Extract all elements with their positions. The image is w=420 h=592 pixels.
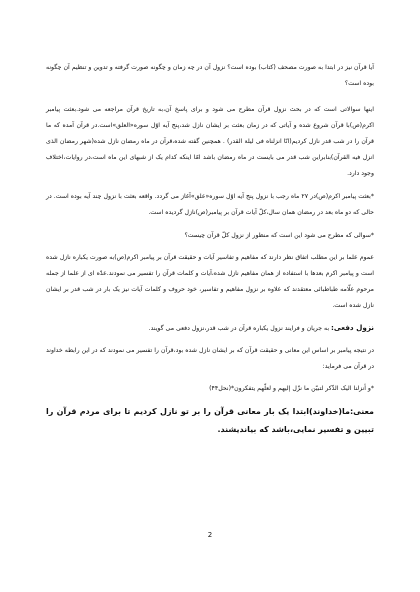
paragraph-prophet-interpretation: در نتیجه پیامبر بر اساس این معانی و حقیقت قرآن که بر ایشان نازل شده بود،قرآن را تفسیر می نمودند که در این رابطه خداوند در قرآن می فرماید: (46, 347, 374, 370)
paragraph-scholars-consensus: عموم علما بر این مطلب اتفاق نظر دارند که مفاهیم و تفاسیر آیات و حقیقت قرآن بر پیامبر اکرم(ص)به صورت یکباره نازل شده است و پیامبر اکرم بعدها با استفاده از همان مفاهیم نازل شده،آیات و کلمات قرآن را تفسیر می نمودند.عدّه ای از علما از جمله مرحوم علّامه طباطبائی معتقدند که علاوه بر نزول مفاهیم و تفاسیر، خود حروف و کلمات آیات نیز یک بار در شب قدر بر ایشان نازل شده است. (46, 254, 374, 309)
paragraph-prophethood-start: *بعثت پیامبر اکرم(ص)در ۲۷ ماه رجب با نزول پنج آیه اوّل سوره«علق»آغاز می گردد. واقعه بعثت با نزول چند آیه بوده است. در حالی که دو ماه بعد در رمضان همان سال،کلّ آیات قرآن بر پیامبر(ص)نازل گردیده است. (46, 193, 374, 216)
sudden-revelation-label: نزول دفعی: (331, 323, 374, 332)
paragraph-revelation-history: اینها سوالاتی است که در بحث نزول قرآن مطرح می شود و برای پاسخ آن،به تاریخ قرآن مراجعه می شود.بعثت پیامبر اکرم(ص)با قرآن شروع شده و آیاتی که در زمان بعثت بر ایشان نازل شد،پنج آیه اوّل سوره«العلق»است.در قرآن آمده که ما قرآن را در شب قدر نازل کردیم(انّا انزلناه فی لیلة القدر) . همچنین گفته شده،قرآن در ماه رمضان نازل شده(شهر رمضان الذی انزل فیه القرآن)بنابراین شب قدر می بایست در ماه رمضان باشد امّا اینکه کدام یک از شبهای این ماه است،در روایات،اختلاف وجود دارد. (46, 106, 374, 177)
paragraph-intro-question: آیا قرآن نیز در ابتدا به صورت مصحف (کتاب) بوده است؟ نزول آن در چه زمان و چگونه صورت گرفته و تدوین و تنظیم آن چگونه بوده است؟ (46, 64, 374, 87)
paragraph-sudden-revelation (46, 320, 374, 337)
page-number: 2 (207, 531, 213, 539)
paragraph-meaning: معنی:ما(خداوند)ابتدا یک بار معانی قرآن را بر تو نازل کردیم تا برای مردم قرآن را تبیین و تفسیر نمایی،باشد که بیاندیشند. (46, 407, 374, 434)
sudden-revelation-text: به جریان و فرایند نزول یکباره قرآن در شب قدر،نزول دفعی می گویند. (148, 325, 332, 332)
paragraph-quran-verse: *و أنزلنا الیک الذّکر لتبیّن ما نزّل إلیهم و لعلّهم یتفکرون*(نحل۴۴) (209, 385, 374, 392)
paragraph-question-whole-quran: *سوالی که مطرح می شود این است که منظور از نزول کلّ قرآن چیست؟ (184, 232, 374, 239)
